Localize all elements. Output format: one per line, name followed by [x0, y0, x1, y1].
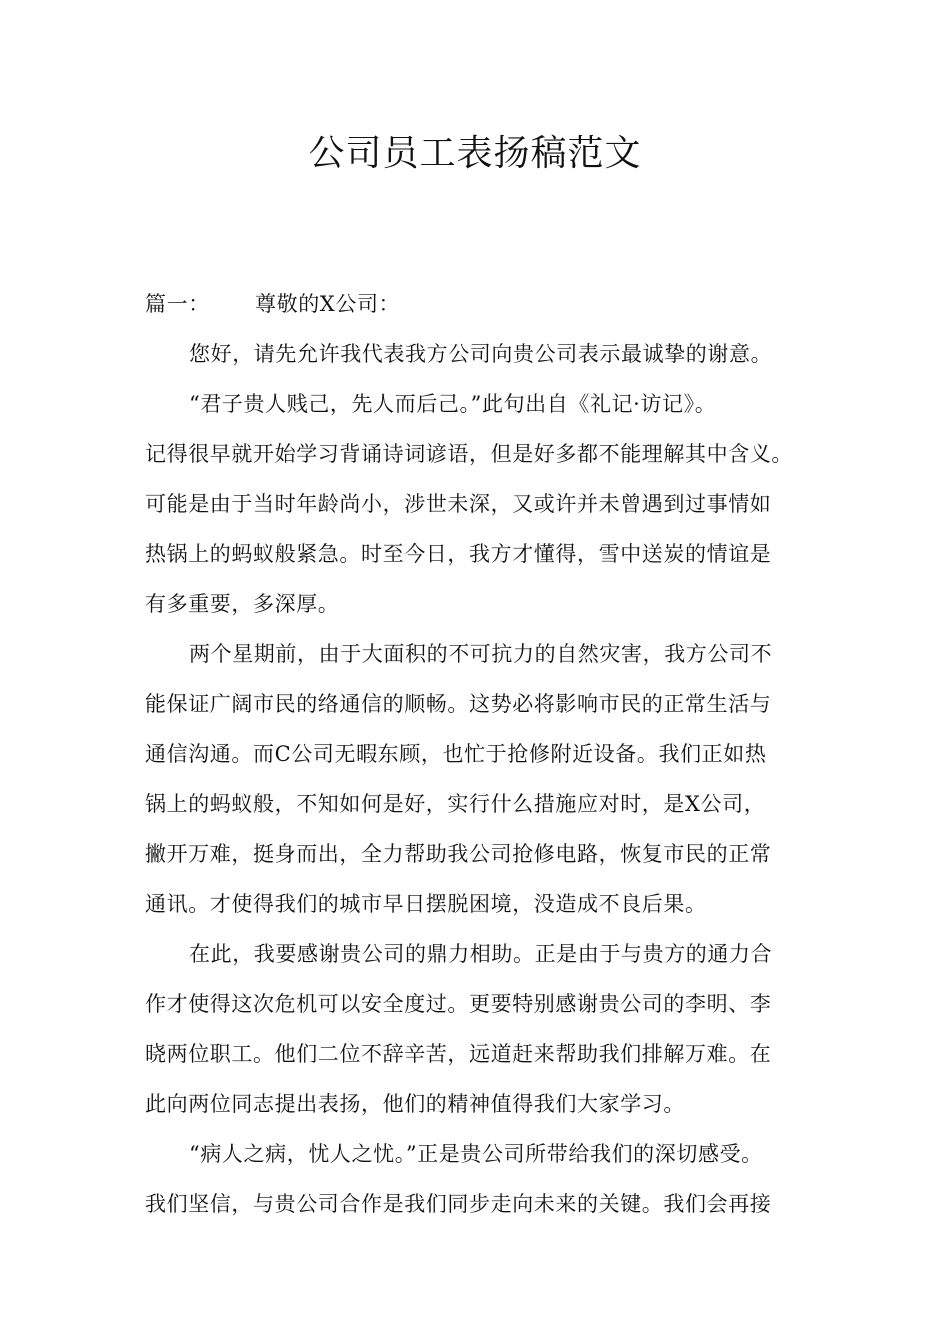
- paragraph-line: 通讯。才使得我们的城市早日摆脱困境，没造成不良后果。: [145, 892, 707, 916]
- paragraph-line: 能保证广阔市民的络通信的顺畅。这势必将影响市民的正常生活与: [145, 692, 772, 716]
- paragraph-line: 通信沟通。而C公司无暇东顾，也忙于抢修附近设备。我们正如热: [145, 742, 767, 766]
- document-title: 公司员工表扬稿范文: [308, 133, 642, 174]
- paragraph-line: 我们坚信，与贵公司合作是我们同步走向未来的关键。我们会再接: [145, 1192, 772, 1216]
- paragraph-line: 在此，我要感谢贵公司的鼎力相助。正是由于与贵方的通力合: [189, 942, 773, 966]
- paragraph-line: “君子贵人贱己，先人而后己。”此句出自《礼记·访记》。: [189, 392, 717, 416]
- paragraph-line: 有多重要，多深厚。: [145, 592, 340, 616]
- paragraph-line: 记得很早就开始学习背诵诗词谚语，但是好多都不能理解其中含义。: [145, 442, 793, 466]
- section-label: 篇一：: [145, 292, 210, 316]
- paragraph-line: 您好，请先允许我代表我方公司向贵公司表示最诚挚的谢意。: [189, 342, 773, 366]
- paragraph-line: 晓两位职工。他们二位不辞辛苦，远道赶来帮助我们排解万难。在: [145, 1042, 772, 1066]
- paragraph-line: 可能是由于当时年龄尚小，涉世未深，又或许并未曾遇到过事情如: [145, 492, 772, 516]
- paragraph-line: 两个星期前，由于大面积的不可抗力的自然灾害，我方公司不: [189, 642, 773, 666]
- document-body: [145, 279, 835, 1229]
- paragraph-line: “病人之病，忧人之忧。”正是贵公司所带给我们的深切感受。: [189, 1142, 763, 1166]
- paragraph-line: 此向两位同志提出表扬，他们的精神值得我们大家学习。: [145, 1092, 685, 1116]
- salutation-line: [145, 279, 835, 329]
- salutation: 尊敬的X公司：: [255, 292, 401, 316]
- paragraph-line: 锅上的蚂蚁般，不知如何是好，实行什么措施应对时，是X公司，: [145, 792, 766, 816]
- paragraph-line: 作才使得这次危机可以安全度过。更要特别感谢贵公司的李明、李: [145, 992, 772, 1016]
- paragraph-line: 撇开万难，挺身而出，全力帮助我公司抢修电路，恢复市民的正常: [145, 842, 772, 866]
- paragraph-line: 热锅上的蚂蚁般紧急。时至今日，我方才懂得，雪中送炭的情谊是: [145, 542, 772, 566]
